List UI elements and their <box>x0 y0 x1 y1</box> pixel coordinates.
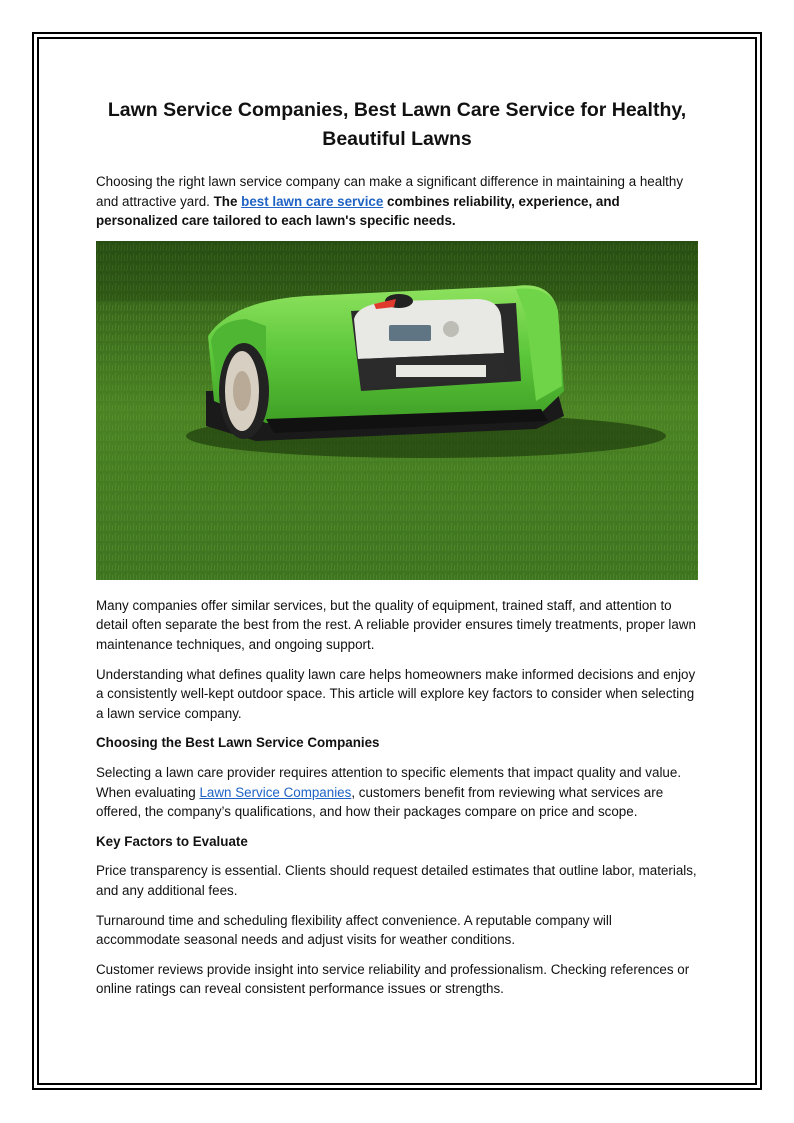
intro-bold-start: The <box>213 193 242 209</box>
section-1-paragraph <box>96 763 698 822</box>
document-content <box>96 96 698 1009</box>
key-factor-scheduling: Turnaround time and scheduling flexibility affect convenience. A reputable company will accommodate seasonal needs and adjust visits for weather conditions. <box>96 912 612 948</box>
section-heading-key-factors: Key Factors to Evaluate <box>96 833 248 849</box>
lawn-service-companies-link[interactable]: Lawn Service Companies <box>199 784 352 800</box>
best-lawn-care-service-link[interactable]: best lawn care service <box>241 193 384 209</box>
intro-bold-end: combines reliability, experience, and personalized care tailored to each lawn's specific needs. <box>96 193 620 229</box>
key-factor-reviews: Customer reviews provide insight into service reliability and professionalism. Checking references or online ratings can reveal consistent performance issues or strengths. <box>96 961 690 997</box>
intro-text: Choosing the right lawn service company can make a significant difference in maintaining a healthy and attractive yard. <box>96 174 684 209</box>
intro-paragraph <box>96 172 698 231</box>
paragraph-1: Many companies offer similar services, but the quality of equipment, trained staff, and attention to detail often separate the best from the rest. A reliable provider ensures timely treatments, proper lawn maintenance techniques, and ongoing support. <box>96 597 696 652</box>
section-1-text-after: , customers benefit from reviewing what services are offered, the company’s qualifications, and how their packages compare on price and scope. <box>96 784 664 820</box>
key-factor-price: Price transparency is essential. Clients should request detailed estimates that outline labor, materials, and any additional fees. <box>96 863 697 898</box>
paragraph-2: Understanding what defines quality lawn care helps homeowners make informed decisions and enjoy a consistently well-kept outdoor space. This article will explore key factors to consider when selecting a lawn service company. <box>96 666 696 721</box>
section-heading-choosing: Choosing the Best Lawn Service Companies <box>96 735 380 751</box>
page-title: Lawn Service Companies, Best Lawn Care Service for Healthy, Beautiful Lawns <box>107 99 687 150</box>
robotic-mower-image <box>96 241 698 580</box>
section-1-text-before: Selecting a lawn care provider requires attention to specific elements that impact quality and value. When evaluating <box>96 764 682 800</box>
